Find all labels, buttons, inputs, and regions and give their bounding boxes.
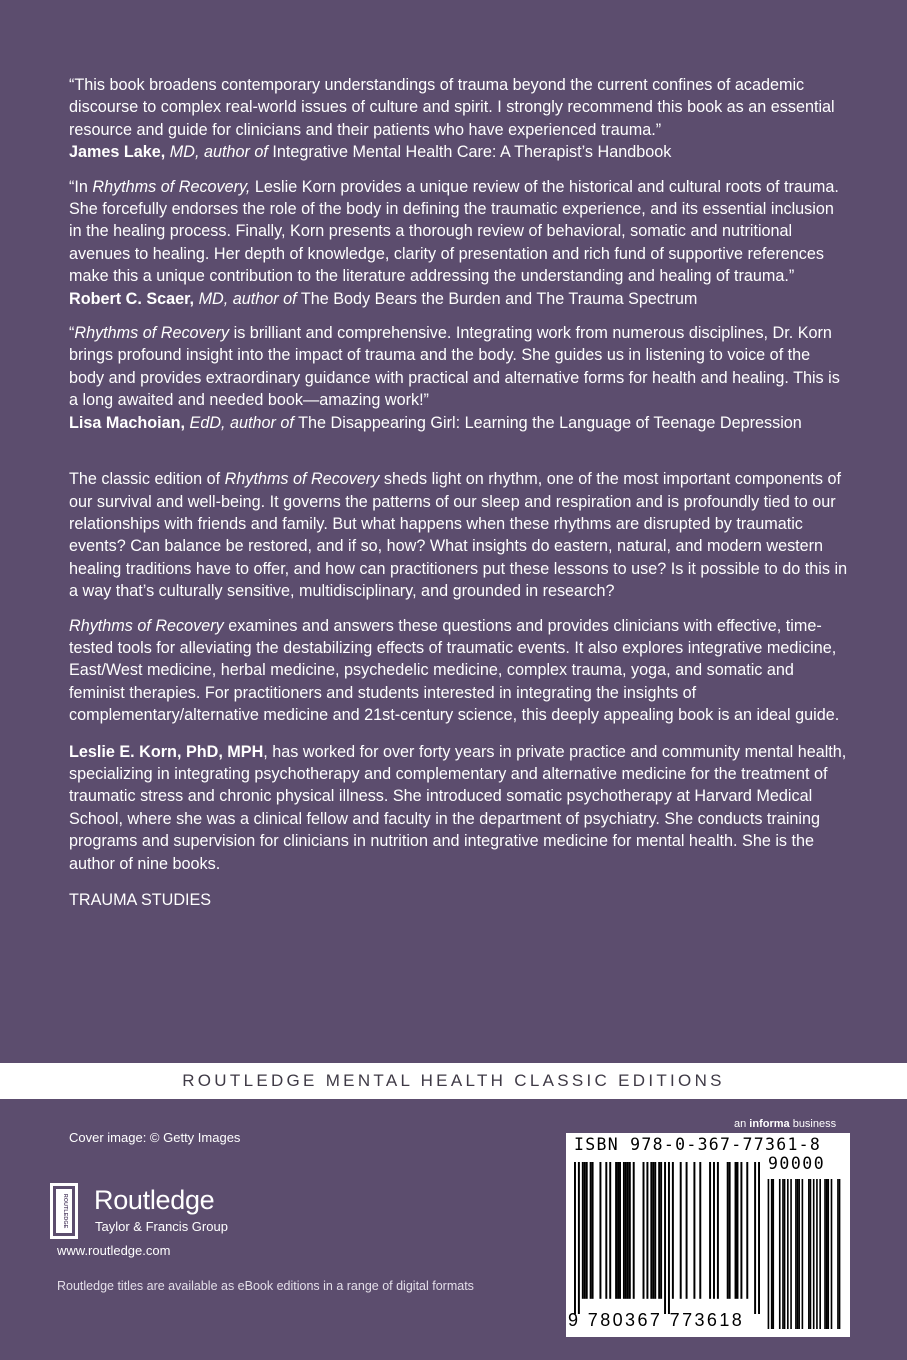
barcode-bar	[686, 1162, 688, 1299]
author-bio: Leslie E. Korn, PhD, MPH, has worked for over forty years in private practice and community mental health, specializing in integrating psychotherapy and complementary and alternative medicine for the treatment of traumatic stress and chronic physical illness. She introduced somatic psychotherapy at Harvard Medical School, where she was a clinical fellow and faculty in the department of psychiatry. She conducts training programs and supervision for clinicians in nutrition and integrative medicine for mental health. She is the author of nine books.	[69, 742, 847, 873]
reviewer-credential: EdD, author of	[189, 413, 294, 432]
barcode-bar	[654, 1162, 656, 1299]
reviewer-name: Robert C. Scaer,	[69, 289, 195, 308]
barcode-bar	[590, 1162, 592, 1299]
barcode-bar	[797, 1179, 799, 1329]
barcode-bar	[782, 1179, 784, 1329]
barcode-bar	[824, 1179, 826, 1329]
barcode-bar	[746, 1162, 748, 1299]
barcode-bar	[758, 1162, 760, 1314]
reviewer-work: Integrative Mental Health Care: A Therapist’s Handbook	[272, 143, 672, 162]
barcode-bar	[672, 1162, 674, 1299]
barcode-bar	[592, 1162, 594, 1299]
barcode-bar	[605, 1162, 607, 1299]
barcode-bar	[650, 1162, 652, 1299]
review-attribution	[69, 141, 849, 163]
back-cover-text	[69, 74, 849, 911]
publisher-name: Routledge	[94, 1185, 215, 1215]
barcode-bar	[790, 1179, 792, 1329]
barcode-bar	[768, 1179, 770, 1329]
barcode-bar	[609, 1162, 611, 1299]
barcode-bar	[693, 1162, 695, 1299]
barcode-bar	[713, 1162, 715, 1299]
reviewer-credential: MD, author of	[169, 143, 268, 162]
barcode-bar	[727, 1162, 729, 1299]
reviewer-name: Lisa Machoian,	[69, 413, 186, 432]
barcode-bar	[754, 1162, 756, 1314]
barcode-bar	[627, 1162, 629, 1299]
reviewer-name: James Lake,	[69, 143, 166, 162]
addon-barcode-bars	[766, 1179, 842, 1329]
publisher-group: Taylor & Francis Group	[95, 1219, 228, 1234]
barcode-bar	[574, 1162, 576, 1314]
barcode-bar	[586, 1162, 588, 1299]
review-attribution	[69, 412, 849, 434]
publisher-website: www.routledge.com	[57, 1243, 171, 1258]
logo-mark-text: ROUTLEDGE	[62, 1193, 68, 1229]
barcode-bar	[599, 1162, 601, 1299]
barcode-bar	[795, 1179, 797, 1329]
publisher-logo	[50, 1183, 290, 1243]
barcode-bar	[668, 1162, 670, 1314]
barcode-bar	[808, 1179, 810, 1329]
review-quote: “In Rhythms of Recovery, Leslie Korn provides a unique review of the historical and cultural roots of trauma. She forcefully endorses the role of the body in defining the traumatic experience, and its essential inclusion in the healing process. Finally, Korn presents a thorough review of behavioral, somatic and nutritional avenues to healing. Her depth of knowledge, clarity of presentation and rich fund of supportive references make this a unique contribution to the literature addressing the understanding and healing of trauma.”	[69, 177, 839, 286]
review-attribution	[69, 288, 849, 310]
barcode-bar	[837, 1179, 839, 1329]
barcode-bar	[664, 1162, 666, 1314]
ean-barcode-bars	[574, 1162, 760, 1314]
barcode-bar	[740, 1162, 742, 1299]
routledge-logo-icon	[50, 1183, 78, 1239]
barcode-bar	[787, 1179, 789, 1329]
barcode-bar	[839, 1179, 841, 1329]
barcode-bar	[680, 1162, 682, 1299]
barcode-bar	[629, 1162, 631, 1299]
barcode-bar	[827, 1179, 829, 1329]
barcode-bar	[699, 1162, 701, 1299]
barcode-bar	[633, 1162, 635, 1299]
barcode-bar	[623, 1162, 625, 1299]
barcode-bar	[625, 1162, 627, 1299]
barcode-bar	[619, 1162, 621, 1299]
subject-category: TRAUMA STUDIES	[69, 891, 212, 909]
barcode-addon-digits: 90000	[768, 1154, 826, 1173]
barcode-digits: 9 780367 773618	[568, 1310, 745, 1330]
series-band: ROUTLEDGE MENTAL HEALTH CLASSIC EDITIONS	[0, 1063, 907, 1099]
barcode-bar	[729, 1162, 731, 1299]
barcode-bar	[826, 1179, 828, 1329]
barcode-bar	[735, 1162, 737, 1299]
barcode-bar	[772, 1179, 774, 1329]
barcode-bar	[717, 1162, 719, 1299]
barcode-bar	[802, 1179, 804, 1329]
informa-credit: an informa business	[734, 1118, 837, 1130]
barcode-bar	[816, 1179, 818, 1329]
barcode-bar	[779, 1179, 781, 1329]
barcode-bar	[810, 1179, 812, 1329]
isbn-barcode	[566, 1133, 850, 1337]
barcode-bar	[771, 1179, 773, 1329]
barcode-bar	[737, 1162, 739, 1299]
review-quote: “Rhythms of Recovery is brilliant and comprehensive. Integrating work from numerous disciplines, Dr. Korn brings profound insight into the impact of trauma and the body. She guides us in listening to voice of the body and provides extraordinary guidance with practical and alternative forms for health and healing. This is a long awaited and needed book—amazing work!”	[69, 324, 840, 410]
barcode-bar	[658, 1162, 660, 1299]
barcode-bar	[660, 1162, 662, 1299]
description-paragraph: The classic edition of Rhythms of Recovery sheds light on rhythm, one of the most important components of our survival and well-being. It governs the patterns of our sleep and respiration and is profoundly tied to our relationships with friends and family. But what happens when these rhythms are disrupted by traumatic events? Can balance be restored, and if so, how? What insights do eastern, natural, and modern western healing traditions have to offer, and how can practitioners put these lessons to use? Is it possible to do this in a way that’s culturally sensitive, multidisciplinary, and grounded in research?	[69, 470, 848, 601]
barcode-bar	[643, 1162, 645, 1299]
author-name: Leslie E. Korn, PhD, MPH	[69, 742, 264, 761]
ebook-note: Routledge titles are available as eBook editions in a range of digital formats	[57, 1279, 474, 1293]
barcode-bar	[798, 1179, 800, 1329]
barcode-bar	[617, 1162, 619, 1299]
reviewer-work: The Disappearing Girl: Learning the Language of Teenage Depression	[298, 413, 802, 432]
barcode-bar	[582, 1162, 584, 1299]
barcode-bar	[813, 1179, 815, 1329]
cover-credit: Cover image: © Getty Images	[69, 1130, 241, 1145]
barcode-bar	[652, 1162, 654, 1299]
reviewer-work: The Body Bears the Burden and The Trauma Spectrum	[300, 289, 698, 308]
barcode-bar	[784, 1179, 786, 1329]
barcode-bar	[615, 1162, 617, 1299]
isbn-label: ISBN 978-0-367-77361-8	[574, 1135, 822, 1154]
reviewer-credential: MD, author of	[198, 289, 297, 308]
barcode-bar	[646, 1162, 648, 1299]
barcode-bar	[578, 1162, 580, 1314]
barcode-bar	[584, 1162, 586, 1299]
barcode-bar	[831, 1179, 833, 1329]
barcode-bar	[819, 1179, 821, 1329]
description-paragraph: Rhythms of Recovery examines and answers these questions and provides clinicians with effective, time-tested tools for alleviating the destabilizing effects of traumatic events. It also explores integrative medicine, East/West medicine, herbal medicine, psychedelic medicine, complex trauma, yoga, and somatic and feminist therapies. For practitioners and students interested in integrating the insights of complementary/alternative medicine and 21st-century science, this deeply appealing book is an ideal guide.	[69, 616, 840, 725]
barcode-bar	[709, 1162, 711, 1299]
review-quote: “This book broadens contemporary understandings of trauma beyond the current confines of academic discourse to complex real-world issues of culture and spirit. I strongly recommend this book as an essential resource and guide for clinicians and their patients who have experienced trauma.”	[69, 76, 835, 139]
